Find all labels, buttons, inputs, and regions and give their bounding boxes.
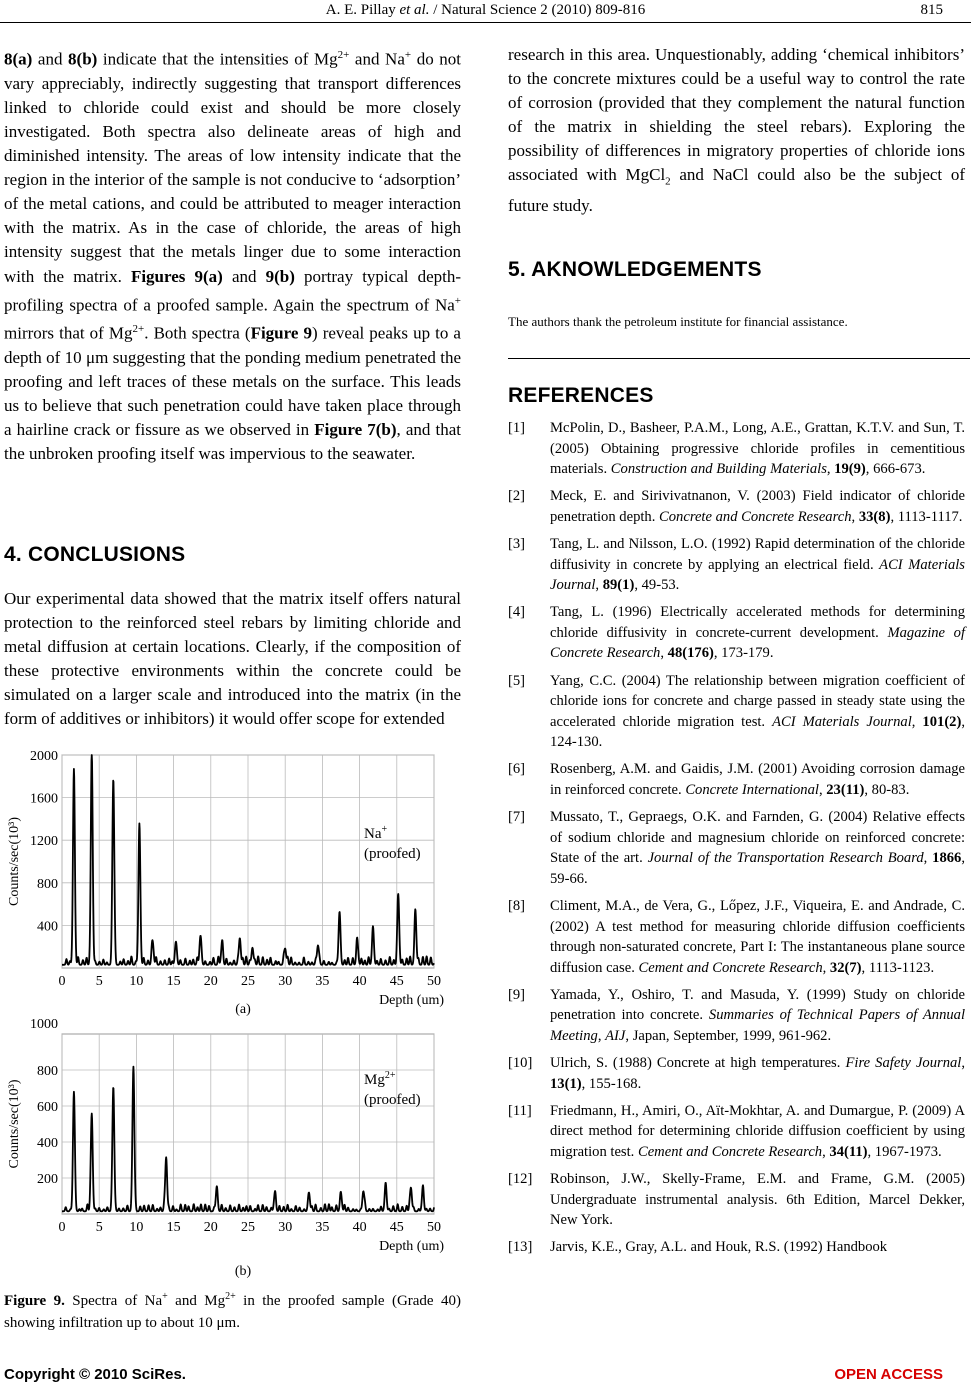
reference-number: [8] bbox=[508, 897, 526, 914]
reference-pages: , 666-673. bbox=[865, 461, 926, 478]
spectrum-peak bbox=[385, 1186, 386, 1187]
spectrum-peak bbox=[239, 941, 240, 942]
reference-pages: , 80-83. bbox=[864, 782, 910, 798]
y-tick-label: 1600 bbox=[30, 791, 58, 807]
reference-number: [7] bbox=[508, 809, 526, 826]
reference-item bbox=[508, 807, 965, 889]
reference-sep: , bbox=[911, 713, 923, 730]
reference-authors: Meck, E. and Sirivivatnanon, V. (2003) Field indicator of chloride penetration depth. bbox=[550, 488, 965, 525]
reference-journal: ACI Materials Journal bbox=[550, 556, 965, 594]
reference-number: [13] bbox=[508, 1239, 533, 1256]
y-tick-label: 800 bbox=[37, 876, 58, 892]
spectrum-peak bbox=[363, 1194, 364, 1195]
reference-volume: 1866 bbox=[932, 850, 962, 867]
reference-volume: 101(2) bbox=[922, 713, 962, 730]
reference-sep: , bbox=[826, 461, 835, 478]
reference-volume: 32(7) bbox=[829, 959, 862, 976]
reference-authors: Robinson, J.W., Skelly-Frame, E.M. and Frame, G.M. (2005) Undergraduate instrumental analysis. 6th Edition, Marcel Dekker, New York. bbox=[550, 1171, 965, 1229]
reference-text bbox=[550, 807, 965, 889]
y-tick-label: 200 bbox=[37, 1172, 58, 1187]
reference-sep: , bbox=[597, 1028, 606, 1045]
spectrum-peak bbox=[73, 1095, 74, 1096]
conclusions-paragraph: Our experimental data showed that the matrix itself offers natural protection to the reinforced steel rebars by limiting chloride and metal diffusion at certain locations. Clearly, if the composition of these protective environments within the concrete could be simulated on a larger scale and introduced into the matrix (in the form of additives or inhibitors) it would offer scope for extended bbox=[4, 589, 461, 729]
series-label-line2: (proofed) bbox=[364, 1092, 421, 1108]
spectrum-peak bbox=[317, 948, 318, 949]
spectrum-peak bbox=[410, 1190, 411, 1191]
reference-authors: Tang, L. (1996) Electrically accelerated methods for determining chloride diffusivity in concrete-current development. bbox=[550, 604, 965, 641]
reference-volume: 13(1) bbox=[550, 1075, 582, 1092]
x-tick-label: 50 bbox=[427, 974, 441, 989]
x-tick-label: 10 bbox=[129, 974, 144, 989]
header-rule bbox=[0, 22, 971, 23]
series-label-line2: (proofed) bbox=[364, 846, 421, 862]
reference-volume: 34(11) bbox=[829, 1144, 868, 1160]
reference-volume: 89(1) bbox=[602, 577, 635, 594]
right-column-paragraph: research in this area. Unquestionably, adding ‘chemical inhibitors’ to the concrete mixtures could be a useful way to control the rate of corrosion (provided that they complement the natural function of the matrix in shielding the steel rebars). Exploring the possibility of differences in migratory properties of chloride ions associated with MgCl$_2$ and NaCl could also be the subject of future study. bbox=[508, 45, 965, 215]
reference-number: [11] bbox=[508, 1102, 532, 1119]
figure-caption: Figure 9. Spectra of Na+ and $Mg^{2+}$ in the proofed sample (Grade 40) showing infiltration up to about 10 μm. bbox=[4, 1291, 462, 1331]
x-tick-label: 15 bbox=[166, 974, 181, 989]
spectrum-peak bbox=[91, 755, 92, 756]
running-header bbox=[0, 2, 971, 22]
reference-journal: Cement and Concrete Research bbox=[638, 959, 823, 976]
reference-journal: Summaries of Technical Papers of Annual Meeting bbox=[550, 1007, 966, 1045]
reference-sep: , bbox=[822, 1144, 830, 1160]
reference-volume: 23(11) bbox=[826, 782, 865, 798]
reference-item bbox=[508, 896, 965, 978]
reference-item bbox=[508, 602, 965, 664]
x-tick-label: 30 bbox=[278, 974, 293, 989]
x-tick-label: 25 bbox=[241, 1220, 255, 1235]
reference-item bbox=[508, 1101, 965, 1163]
reference-pages: , 1967-1973. bbox=[867, 1144, 942, 1160]
reference-pages: , 173-179. bbox=[713, 645, 774, 662]
x-tick-label: 35 bbox=[315, 1220, 330, 1235]
reference-journal: Journal of the Transportation Research Board bbox=[647, 850, 924, 867]
left-column-paragraph: 8(a) and 8(b) indicate that the intensities of $Mg^{2+}$ and Na+ do not vary appreciably, indirectly suggesting that transport differences linked to chloride could exist and should be more closely investigated. Both spectra also delineate areas of high and diminished intensity. The areas of low intensity indicate that the region in the interior of the sample is not conducive to ‘adsorption’ of the metal cations, and could be attributed to meager interaction with the matrix. As in the case of chloride, the areas of high intensity suggest that the metals linger due to some interaction with the matrix. Figures 9(a) and 9(b) portray typical depth-profiling spectra of a proofed sample. Again the spectrum of Na+ mirrors that of $Mg^{2+}$. Both spectra (Figure 9) reveal peaks up to a depth of 10 μm suggesting that the ponding medium penetrated the proofing and left traces of these metals on the surface. This leads us to believe that such penetration could have taken place through a hairline crack or fissure as we observed in Figure 7(b), and that the unbroken proofing itself was impervious to the seawater. bbox=[4, 49, 462, 464]
reference-journal: ACI Materials Journal bbox=[772, 713, 912, 730]
reference-text bbox=[550, 759, 965, 800]
reference-item bbox=[508, 985, 965, 1047]
panel-label: (a) bbox=[235, 1002, 251, 1017]
spectrum-peak bbox=[91, 1116, 92, 1117]
x-tick-label: 5 bbox=[95, 974, 103, 989]
reference-text bbox=[550, 602, 965, 664]
reference-text bbox=[550, 1169, 965, 1231]
y-tick-label: 1200 bbox=[30, 834, 58, 850]
reference-list bbox=[508, 418, 965, 1264]
x-tick-label: 25 bbox=[241, 974, 255, 989]
header-title: A. E. Pillay et al. / Natural Science 2 (2010) 809-816 bbox=[325, 2, 646, 18]
y-tick-label: 600 bbox=[37, 1100, 58, 1115]
y-axis-label: Counts/sec(10³) bbox=[7, 1079, 22, 1169]
reference-journal: Fire Safety Journal bbox=[845, 1055, 962, 1072]
panel-label: (b) bbox=[234, 1264, 252, 1278]
spectrum-peak bbox=[113, 783, 114, 784]
spectrum-peak bbox=[113, 1089, 114, 1090]
reference-number: [4] bbox=[508, 604, 526, 621]
x-tick-label: 30 bbox=[278, 1220, 293, 1235]
spectrum-peak bbox=[340, 1197, 341, 1198]
reference-journal: Magazine of Concrete Research bbox=[550, 624, 966, 662]
reference-text bbox=[550, 486, 965, 527]
spectrum-peak bbox=[415, 915, 416, 916]
reference-sep: , bbox=[923, 850, 933, 867]
reference-text bbox=[550, 671, 965, 753]
reference-sep: , bbox=[961, 1055, 966, 1072]
spectrum-peak bbox=[133, 1069, 134, 1070]
reference-volume: 33(8) bbox=[858, 508, 891, 525]
reference-authors: Friedmann, H., Amiri, O., Aït-Mokhtar, A. and Dumargue, P. (2009) A direct method for determining chloride diffusion coefficient by using migration test. bbox=[550, 1102, 965, 1160]
reference-authors: Yang, C.C. (2004) The relationship between migration coefficient of chloride ions for concrete and charge passed in steady state using the accelerated chloride migration test. bbox=[550, 672, 965, 730]
reference-authors: Ulrich, S. (1988) Concrete at high temperatures. bbox=[550, 1055, 846, 1072]
references-heading: REFERENCES bbox=[508, 384, 654, 407]
reference-authors: Mussato, T., Gepraegs, O.K. and Farnden, G. (2004) Relative effects of sodium chloride and magnesium chloride on reinforced concrete: State of the art. bbox=[550, 809, 965, 867]
figure-9 bbox=[4, 748, 464, 1278]
reference-item bbox=[508, 534, 965, 596]
reference-journal: Cement and Concrete Research bbox=[637, 1144, 823, 1160]
reference-authors: Tang, L. and Nilsson, L.O. (1992) Rapid determination of the chloride diffusivity in concrete by applying an electrical field. bbox=[550, 535, 965, 573]
y-tick-label: 400 bbox=[37, 919, 58, 935]
reference-authors: Jarvis, K.E., Gray, A.L. and Houk, R.S. (1992) Handbook bbox=[550, 1239, 888, 1256]
spectrum-peak bbox=[175, 945, 176, 946]
reference-journal: Construction and Building Materials bbox=[610, 461, 827, 478]
series-label-superscript: 2+ bbox=[384, 1070, 396, 1081]
spectrum-peak bbox=[422, 1192, 423, 1193]
reference-pages: , 1113-1123. bbox=[861, 959, 935, 976]
series-label-text: Na bbox=[364, 826, 382, 842]
spectrum-peak bbox=[166, 1159, 167, 1160]
spectrum-peak bbox=[200, 940, 201, 941]
series-label-superscript: + bbox=[381, 824, 388, 835]
reference-text bbox=[550, 896, 965, 978]
spectrum-peak bbox=[285, 951, 286, 952]
reference-text bbox=[550, 985, 965, 1047]
x-tick-label: 45 bbox=[389, 1220, 404, 1235]
acknowledgements-text: The authors thank the petroleum institute for financial assistance. bbox=[508, 314, 848, 329]
reference-number: [12] bbox=[508, 1171, 533, 1188]
reference-item bbox=[508, 671, 965, 753]
figure-9-svg bbox=[4, 748, 464, 1278]
x-tick-label: 10 bbox=[129, 1220, 144, 1235]
reference-number: [6] bbox=[508, 761, 526, 778]
spectrum-peak bbox=[372, 931, 373, 932]
reference-pages: , 59-66. bbox=[550, 850, 965, 887]
reference-number: [1] bbox=[508, 420, 526, 436]
reference-text bbox=[550, 1101, 965, 1163]
reference-text bbox=[550, 534, 965, 596]
reference-volume: 48(176) bbox=[667, 645, 714, 662]
reference-sep: , bbox=[660, 645, 668, 662]
reference-number: [3] bbox=[508, 535, 526, 552]
reference-text bbox=[550, 418, 965, 480]
spectrum-peak bbox=[357, 946, 358, 947]
reference-sep: , bbox=[822, 959, 830, 976]
x-tick-label: 20 bbox=[203, 974, 218, 989]
y-tick-label: 800 bbox=[37, 1064, 58, 1079]
spectrum-peak bbox=[73, 775, 74, 776]
y-axis-label: Counts/sec(10³) bbox=[7, 817, 22, 906]
x-tick-label: 35 bbox=[315, 974, 330, 989]
footer-copyright: Copyright © 2010 SciRes. bbox=[4, 1366, 186, 1383]
reference-number: [10] bbox=[508, 1055, 533, 1072]
reference-number: [9] bbox=[508, 986, 526, 1003]
spectrum-peak bbox=[216, 1190, 217, 1191]
x-axis-label: Depth (um) bbox=[379, 1239, 444, 1254]
reference-number: [5] bbox=[508, 672, 526, 689]
y-tick-label: 400 bbox=[37, 1136, 58, 1151]
reference-volume: 19(9) bbox=[834, 461, 866, 478]
reference-authors: Yamada, Y., Oshiro, T. and Masuda, Y. (1999) Study on chloride penetration into concrete. bbox=[550, 986, 965, 1024]
reference-item bbox=[508, 486, 965, 527]
spectrum-peak bbox=[274, 1197, 275, 1198]
reference-pages: , 124-130. bbox=[550, 713, 965, 751]
x-tick-label: 0 bbox=[58, 974, 66, 989]
x-tick-label: 40 bbox=[352, 1220, 367, 1235]
footer-open-access: OPEN ACCESS bbox=[834, 1366, 943, 1383]
reference-journal: Concrete International bbox=[685, 782, 819, 798]
x-tick-label: 45 bbox=[389, 974, 404, 989]
y-tick-label: 2000 bbox=[30, 749, 58, 764]
spectrum-peak bbox=[152, 946, 153, 947]
x-tick-label: 40 bbox=[352, 974, 367, 989]
x-tick-label: 5 bbox=[95, 1220, 103, 1235]
x-tick-label: 20 bbox=[203, 1220, 218, 1235]
reference-number: [2] bbox=[508, 488, 526, 505]
spectrum-peak bbox=[252, 950, 253, 951]
reference-item bbox=[508, 759, 965, 800]
reference-text bbox=[550, 1237, 965, 1258]
reference-item bbox=[508, 1053, 965, 1094]
reference-sep: , bbox=[851, 508, 859, 525]
reference-extra-italic: AIJ bbox=[605, 1028, 626, 1045]
reference-authors: McPolin, D., Basheer, P.A.M., Long, A.E., Grattan, K.T.V. and Sun, T. (2005) Obtaining progressive chloride profiles in cementitious materials. bbox=[550, 420, 965, 478]
references-rule bbox=[508, 358, 970, 359]
page-number: 815 bbox=[920, 2, 943, 18]
x-tick-label: 50 bbox=[427, 1220, 441, 1235]
y-tick-label: 1000 bbox=[30, 1017, 58, 1032]
reference-sep: , bbox=[595, 577, 603, 594]
reference-pages: , 1113-1117. bbox=[890, 508, 963, 525]
reference-pages: , 49-53. bbox=[634, 577, 680, 594]
x-axis-label: Depth (um) bbox=[379, 993, 444, 1008]
reference-sep: , bbox=[818, 782, 827, 798]
reference-pages: , 155-168. bbox=[581, 1075, 642, 1092]
conclusions-heading: 4. CONCLUSIONS bbox=[4, 543, 186, 566]
reference-item bbox=[508, 1237, 965, 1258]
spectrum-peak bbox=[139, 828, 140, 829]
acknowledgements-heading: 5. AKNOWLEDGEMENTS bbox=[508, 258, 762, 281]
spectrum-peak bbox=[221, 948, 222, 949]
spectrum-peak bbox=[398, 899, 399, 900]
series-label-text: Mg bbox=[364, 1072, 385, 1088]
reference-authors: Rosenberg, A.M. and Gaidis, J.M. (2001) Avoiding corrosion damage in reinforced concrete. bbox=[550, 761, 965, 798]
reference-journal: Concrete and Concrete Research bbox=[659, 508, 852, 525]
reference-item bbox=[508, 418, 965, 480]
reference-extra: , Japan, September, 1999, 961-962. bbox=[625, 1028, 832, 1045]
x-tick-label: 0 bbox=[58, 1220, 66, 1235]
reference-item bbox=[508, 1169, 965, 1231]
spectrum-peak bbox=[339, 915, 340, 916]
spectrum-peak bbox=[308, 1195, 309, 1196]
x-tick-label: 15 bbox=[166, 1220, 181, 1235]
reference-authors: Climent, M.A., de Vera, G., Lőpez, J.F., Viqueira, E. and Andrade, C. (2002) A test method for measuring chloride diffusion coefficients through non-saturated concrete, Part I: The instantaneous plane source diffusion case. bbox=[550, 897, 965, 976]
reference-text bbox=[550, 1053, 965, 1094]
